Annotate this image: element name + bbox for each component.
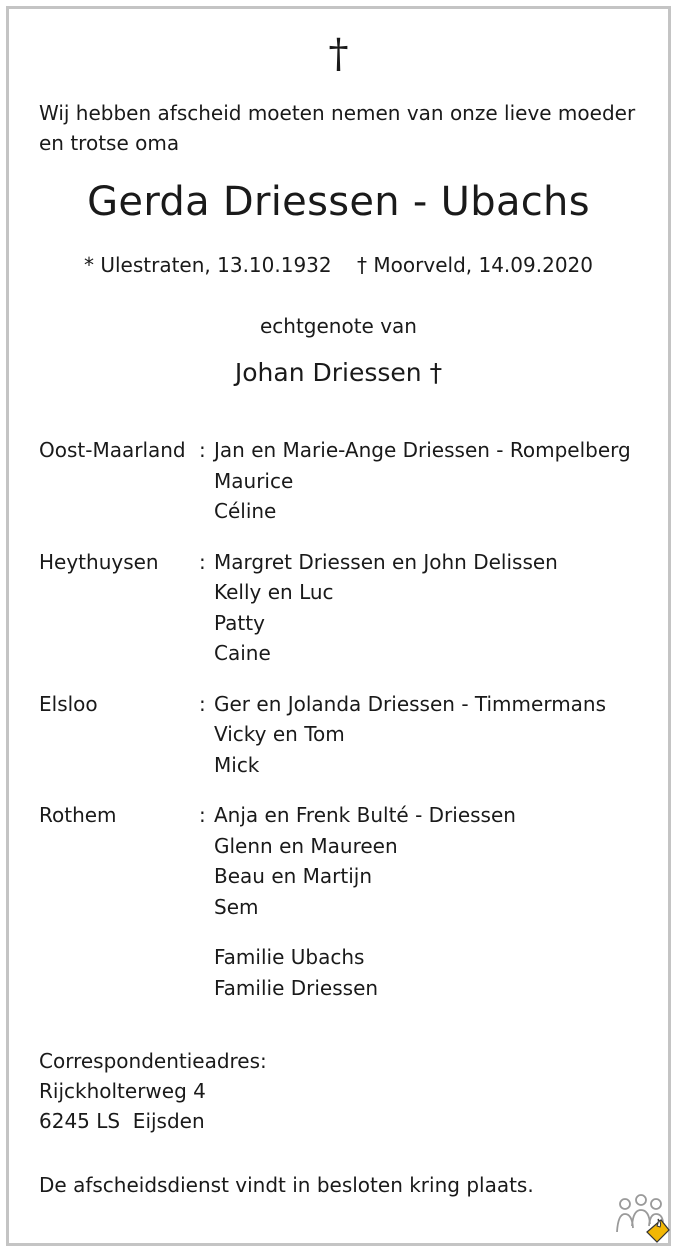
family-group: [39, 547, 659, 669]
family-names: [214, 547, 659, 669]
family-member: Jan en Marie-Ange Driessen - Rompelberg: [214, 438, 631, 462]
family-place: Heythuysen: [39, 549, 159, 574]
address-heading: Correspondentieadres:: [39, 1049, 267, 1073]
correspondence-address: [39, 1046, 639, 1136]
family-member: Glenn en Maureen: [214, 833, 398, 858]
family-place: Rothem: [39, 803, 117, 827]
separator-colon: :: [199, 803, 206, 827]
family-place: Oost-Maarland: [39, 438, 186, 462]
family-place: Elsloo: [39, 691, 98, 716]
family-names: [214, 435, 659, 527]
family-member: Kelly en Luc: [214, 580, 334, 604]
family-member: Sem: [214, 894, 259, 919]
other-family: [39, 942, 659, 1003]
family-member: Caine: [214, 641, 271, 665]
intro-line: Wij hebben afscheid moeten nemen van onze lieve moeder: [39, 101, 636, 125]
spouse-name: Johan Driessen †: [234, 358, 443, 387]
family-member: Familie Driessen: [214, 975, 379, 1000]
family-member: Maurice: [214, 468, 294, 493]
family-member: Anja en Frenk Bulté - Driessen: [214, 803, 516, 827]
address-street: Rijckholterweg 4: [39, 1079, 206, 1103]
intro-text: [39, 98, 659, 158]
separator-colon: :: [199, 549, 206, 574]
family-names: [214, 689, 659, 781]
address-city: 6245 LS Eijsden: [39, 1109, 205, 1133]
family-names: [214, 800, 659, 922]
family-member: Mick: [214, 752, 260, 777]
service-note: De afscheidsdienst vindt in besloten kring plaats.: [39, 1173, 534, 1197]
separator-colon: :: [199, 438, 206, 462]
birth-death-dates: * Ulestraten, 13.10.1932 † Moorveld, 14.09.2020: [83, 253, 593, 277]
family-member: Ger en Jolanda Driessen - Timmermans: [214, 691, 607, 716]
family-member: Céline: [214, 499, 277, 523]
family-group: [39, 689, 659, 781]
family-member: Familie Ubachs: [214, 945, 365, 969]
family-list: [39, 435, 659, 1003]
family-group: [39, 435, 659, 527]
spouse-intro: echtgenote van: [259, 314, 417, 338]
people-candle-icon: [613, 1192, 673, 1244]
deceased-name: Gerda Driessen - Ubachs: [87, 179, 590, 225]
family-group: [39, 800, 659, 922]
family-member: Beau en Martijn: [214, 864, 373, 888]
family-member: Margret Driessen en John Delissen: [214, 549, 558, 574]
intro-line: en trotse oma: [39, 131, 180, 155]
separator-colon: :: [199, 691, 206, 716]
family-member: Patty: [214, 610, 265, 635]
cross-icon: †: [328, 31, 349, 77]
family-member: Vicky en Tom: [214, 722, 345, 746]
